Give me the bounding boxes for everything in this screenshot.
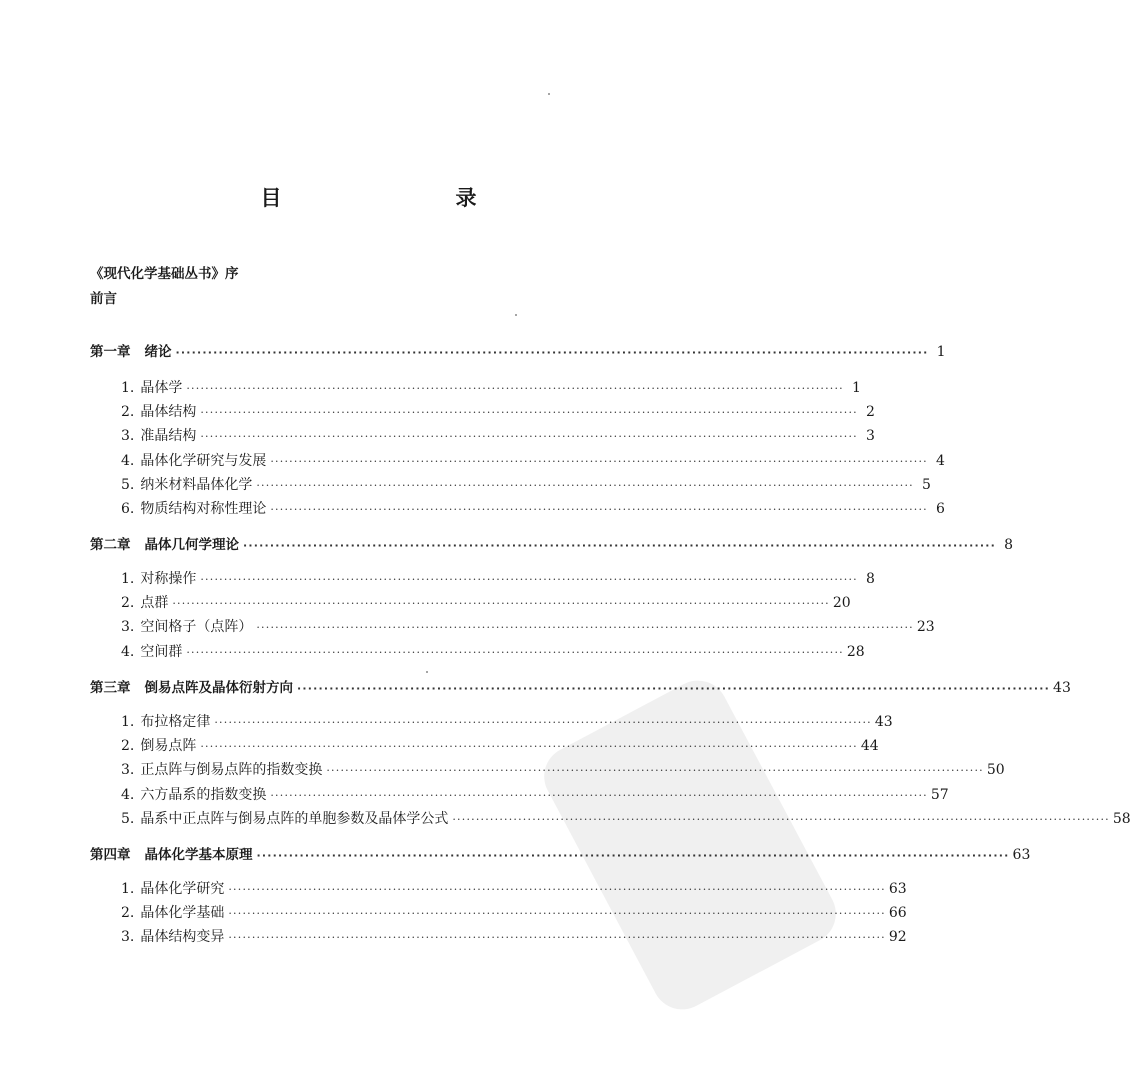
section-page: 28 <box>846 644 865 660</box>
chapter-title: 倒易点阵及晶体衍射方向 <box>144 680 293 696</box>
section-page: 8 <box>865 571 875 587</box>
section-title: 正点阵与倒易点阵的指数变换 <box>140 762 323 778</box>
leader-dots: ············································································································································ <box>270 503 928 516</box>
section-page: 66 <box>888 905 907 921</box>
section-page: 92 <box>888 929 907 945</box>
scan-speck <box>548 93 550 95</box>
section-page: 50 <box>986 762 1005 778</box>
section-title: 晶体结构变异 <box>140 929 225 945</box>
section-number: 4. <box>121 644 135 660</box>
section-title: 物质结构对称性理论 <box>140 501 267 517</box>
toc-chapter-row <box>90 343 946 362</box>
section-title: 晶体结构 <box>140 404 197 420</box>
leader-dots: ············································································································································ <box>200 430 858 443</box>
section-number: 3. <box>121 619 135 635</box>
section-number: 2. <box>121 595 135 611</box>
toc-section-row <box>121 786 949 805</box>
chapter-title: 晶体几何学理论 <box>144 537 239 553</box>
chapter-title: 绪论 <box>144 344 172 360</box>
chapter-number: 第二章 <box>90 537 131 553</box>
section-title: 空间群 <box>140 644 183 660</box>
section-number: 1. <box>121 380 135 396</box>
toc-chapter-row <box>90 846 1031 865</box>
section-number: 3. <box>121 929 135 945</box>
leader-dots: ············································································································································ <box>200 406 858 419</box>
section-page: 63 <box>888 881 907 897</box>
leader-dots: ············································································································································ <box>228 907 886 920</box>
section-page: 3 <box>865 428 875 444</box>
section-number: 1. <box>121 714 135 730</box>
leader-dots: ············································································································································ <box>270 455 928 468</box>
section-page: 6 <box>935 501 945 517</box>
section-page: 4 <box>935 453 945 469</box>
toc-section-row <box>121 570 875 589</box>
toc-chapter-row <box>90 679 1071 698</box>
section-page: 2 <box>865 404 875 420</box>
leader-dots: ············································································································································ <box>270 789 928 802</box>
toc-section-row <box>121 594 851 613</box>
chapter-page: 63 <box>1012 847 1031 863</box>
front-matter-series-preface: 《现代化学基础丛书》序 <box>90 266 239 282</box>
scan-speck <box>515 314 517 316</box>
section-number: 6. <box>121 501 135 517</box>
leader-dots: ············································································································································ <box>186 382 844 395</box>
leader-dots: ············································································································································ <box>228 931 886 944</box>
toc-section-row <box>121 880 907 899</box>
leader-dots: ············································································································································ <box>228 883 886 896</box>
leader-dots: ············································································································································ <box>256 479 914 492</box>
section-number: 3. <box>121 428 135 444</box>
section-title: 倒易点阵 <box>140 738 197 754</box>
section-title: 点群 <box>140 595 169 611</box>
section-title: 六方晶系的指数变换 <box>140 787 267 803</box>
toc-section-row <box>121 643 865 662</box>
section-title: 晶体学 <box>140 380 183 396</box>
chapter-title: 晶体化学基本原理 <box>144 847 253 863</box>
section-number: 3. <box>121 762 135 778</box>
chapter-page: 1 <box>936 344 946 360</box>
leader-dots: ············································································································································ <box>256 849 1010 862</box>
leader-dots: ············································································································································ <box>243 539 997 552</box>
chapter-number: 第三章 <box>90 680 131 696</box>
section-title: 晶体化学研究与发展 <box>140 453 267 469</box>
section-number: 4. <box>121 787 135 803</box>
leader-dots: ············································································································································ <box>200 740 858 753</box>
toc-section-row <box>121 737 879 756</box>
section-number: 2. <box>121 404 135 420</box>
section-page: 58 <box>1112 811 1131 827</box>
section-title: 准晶结构 <box>140 428 197 444</box>
section-page: 5 <box>921 477 931 493</box>
section-number: 2. <box>121 738 135 754</box>
toc-section-row <box>121 618 935 637</box>
page-title: 目 录 <box>260 186 521 210</box>
section-title: 晶体化学研究 <box>140 881 225 897</box>
toc-section-row <box>121 810 1131 829</box>
section-title: 对称操作 <box>140 571 197 587</box>
section-number: 5. <box>121 811 135 827</box>
toc-section-row <box>121 904 907 923</box>
section-number: 1. <box>121 571 135 587</box>
toc-section-row <box>121 928 907 947</box>
toc-section-row <box>121 761 1005 780</box>
toc-section-row <box>121 379 861 398</box>
toc-section-row <box>121 452 945 471</box>
section-number: 4. <box>121 453 135 469</box>
toc-section-row <box>121 500 945 519</box>
leader-dots: ············································································································································ <box>297 682 1051 695</box>
section-page: 1 <box>851 380 861 396</box>
leader-dots: ············································································································································ <box>200 573 858 586</box>
section-title: 布拉格定律 <box>140 714 211 730</box>
leader-dots: ············································································································································ <box>326 764 984 777</box>
section-title: 晶体化学基础 <box>140 905 225 921</box>
section-page: 44 <box>860 738 879 754</box>
leader-dots: ············································································································································ <box>452 813 1110 826</box>
leader-dots: ············································································································································ <box>186 646 844 659</box>
chapter-page: 8 <box>1004 537 1014 553</box>
toc-chapter-row <box>90 536 1014 555</box>
leader-dots: ············································································································································ <box>256 621 914 634</box>
section-page: 57 <box>930 787 949 803</box>
chapter-number: 第一章 <box>90 344 131 360</box>
section-number: 5. <box>121 477 135 493</box>
toc-section-row <box>121 713 893 732</box>
section-title: 晶系中正点阵与倒易点阵的单胞参数及晶体学公式 <box>140 811 449 827</box>
section-number: 1. <box>121 881 135 897</box>
section-page: 43 <box>874 714 893 730</box>
chapter-page: 43 <box>1053 680 1071 696</box>
section-title: 空间格子（点阵） <box>140 619 253 635</box>
front-matter-preface: 前言 <box>90 291 117 307</box>
chapter-number: 第四章 <box>90 847 131 863</box>
section-page: 20 <box>832 595 851 611</box>
leader-dots: ············································································································································ <box>214 716 872 729</box>
scan-speck <box>426 671 428 673</box>
section-page: 23 <box>916 619 935 635</box>
leader-dots: ············································································································································ <box>172 597 830 610</box>
toc-section-row <box>121 403 875 422</box>
section-title: 纳米材料晶体化学 <box>140 477 253 493</box>
leader-dots: ············································································································································ <box>175 346 929 359</box>
toc-section-row <box>121 476 931 495</box>
toc-section-row <box>121 427 875 446</box>
section-number: 2. <box>121 905 135 921</box>
